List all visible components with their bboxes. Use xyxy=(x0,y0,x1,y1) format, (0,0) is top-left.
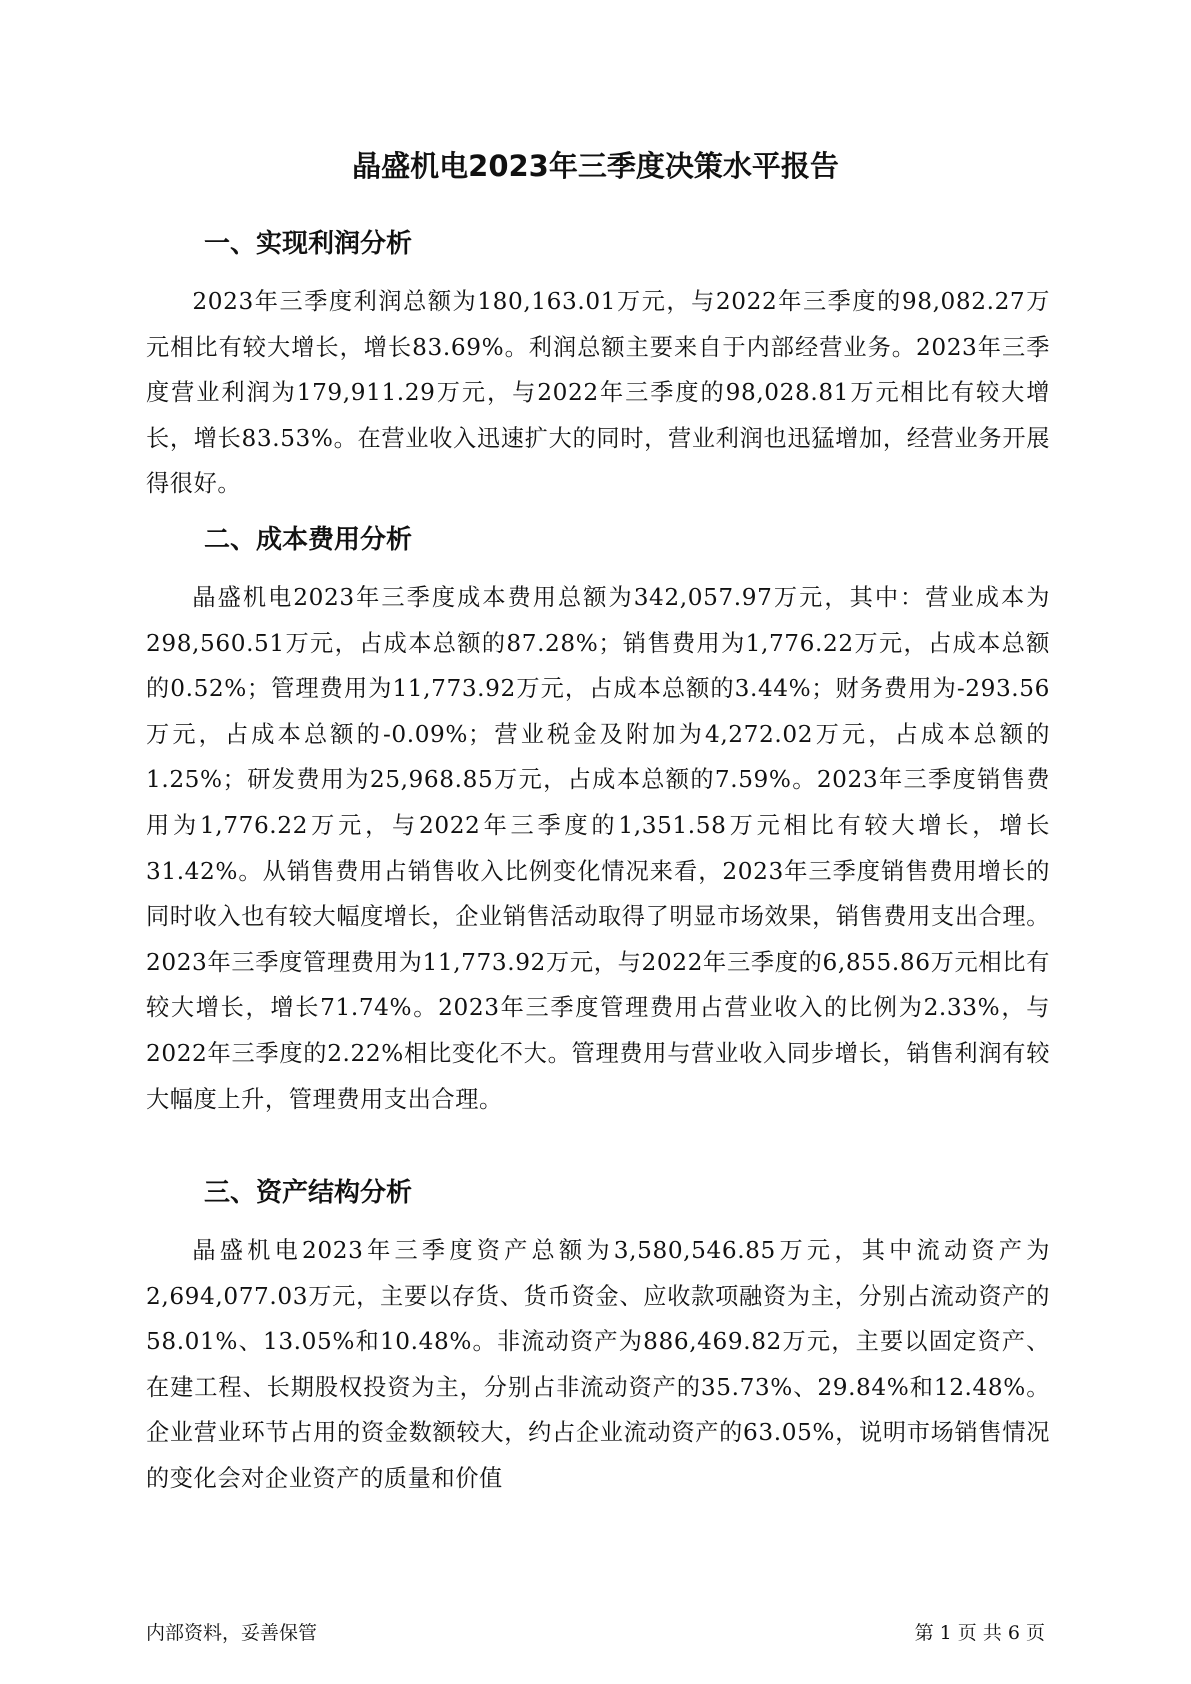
footer-confidential-note: 内部资料，妥善保管 xyxy=(146,1622,318,1644)
page-title: 晶盛机电2023年三季度决策水平报告 xyxy=(352,149,839,183)
section-body-assets: 晶盛机电2023年三季度资产总额为3,580,546.85万元，其中流动资产为2,694,077.03万元，主要以存货、货币资金、应收款项融资为主，分别占流动资产的58.01%、13.05%和10.48%。非流动资产为886,469.82万元，主要以固定资产、在建工程、长期股权投资为主，分别占非流动资产的35.73%、29.84%和12.48%。企业营业环节占用的资金数额较大，约占企业流动资产的63.05%，说明市场销售情况的变化会对企业资产的质量和价值 xyxy=(146,1237,1050,1492)
section-heading-cost: 二、成本费用分析 xyxy=(204,525,413,555)
section-body-profit: 2023年三季度利润总额为180,163.01万元，与2022年三季度的98,082.27万元相比有较大增长，增长83.69%。利润总额主要来自于内部经营业务。2023年三季度营业利润为179,911.29万元，与2022年三季度的98,028.81万元相比有较大增长，增长83.53%。在营业收入迅速扩大的同时，营业利润也迅猛增加，经营业务开展得很好。 xyxy=(146,288,1050,498)
footer-page-number: 第 1 页 共 6 页 xyxy=(914,1622,1045,1644)
section-body-cost: 晶盛机电2023年三季度成本费用总额为342,057.97万元，其中：营业成本为298,560.51万元，占成本总额的87.28%；销售费用为1,776.22万元，占成本总额的0.52%；管理费用为11,773.92万元，占成本总额的3.44%；财务费用为-293.56万元，占成本总额的-0.09%；营业税金及附加为4,272.02万元，占成本总额的1.25%；研发费用为25,968.85万元，占成本总额的7.59%。2023年三季度销售费用为1,776.22万元，与2022年三季度的1,351.58万元相比有较大增长，增长31.42%。从销售费用占销售收入比例变化情况来看，2023年三季度销售费用增长的同时收入也有较大幅度增长，企业销售活动取得了明显市场效果，销售费用支出合理。2023年三季度管理费用为11,773.92万元，与2022年三季度的6,855.86万元相比有较大增长，增长71.74%。2023年三季度管理费用占营业收入的比例为2.33%，与2022年三季度的2.22%相比变化不大。管理费用与营业收入同步增长，销售利润有较大幅度上升，管理费用支出合理。 xyxy=(146,584,1050,1113)
section-heading-assets: 三、资产结构分析 xyxy=(204,1178,413,1208)
section-heading-profit: 一、实现利润分析 xyxy=(204,229,413,259)
